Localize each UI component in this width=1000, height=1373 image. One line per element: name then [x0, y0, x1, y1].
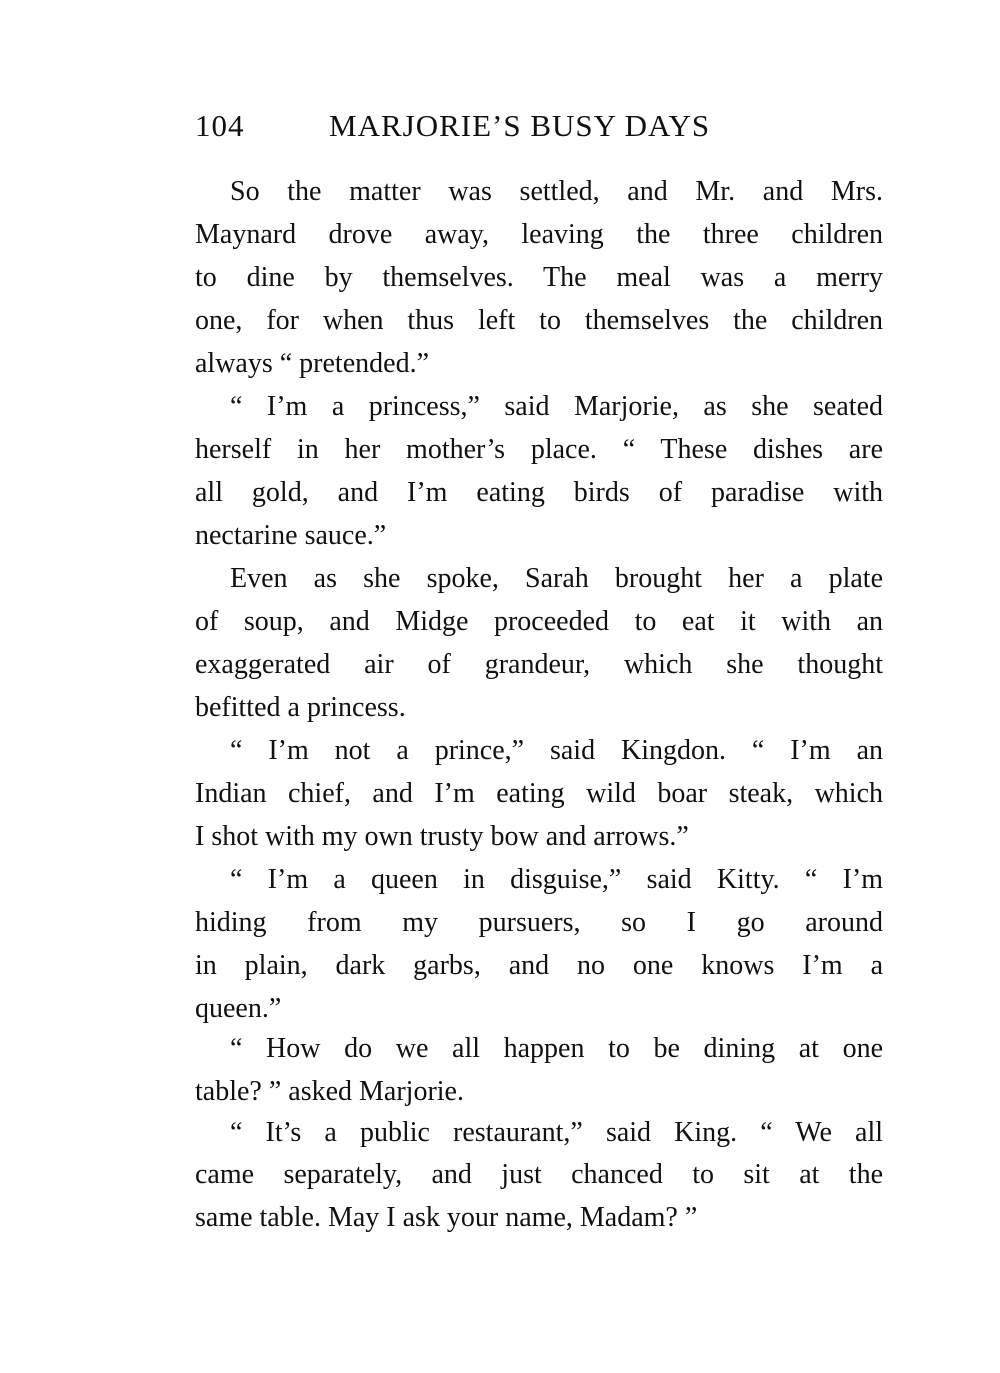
paragraph-4-line-2: Indian chief, and I’m eating wild boar steak, which: [195, 778, 883, 809]
paragraph-5-line-2: hiding from my pursuers, so I go around: [195, 907, 883, 938]
paragraph-1-line-5: always “ pretended.”: [195, 348, 429, 379]
paragraph-2-line-4: nectarine sauce.”: [195, 520, 387, 551]
book-title: MARJORIE’S BUSY DAYS: [329, 108, 711, 143]
paragraph-2-line-1: “ I’m a princess,” said Marjorie, as she seated: [230, 391, 883, 422]
paragraph-1-line-4: one, for when thus left to themselves the children: [195, 305, 883, 336]
paragraph-7-line-2: came separately, and just chanced to sit at the: [195, 1159, 883, 1190]
paragraph-5-line-4: queen.”: [195, 993, 282, 1024]
paragraph-3-line-4: befitted a princess.: [195, 692, 406, 723]
paragraph-3-line-2: of soup, and Midge proceeded to eat it with an: [195, 606, 883, 637]
paragraph-1-line-2: Maynard drove away, leaving the three children: [195, 219, 883, 250]
paragraph-7-line-1: “ It’s a public restaurant,” said King. “ We all: [230, 1117, 883, 1148]
paragraph-3-line-1: Even as she spoke, Sarah brought her a plate: [230, 563, 883, 594]
page-number: 104: [195, 108, 245, 143]
paragraph-2-line-2: herself in her mother’s place. “ These dishes are: [195, 434, 883, 465]
paragraph-1-line-3: to dine by themselves. The meal was a merry: [195, 262, 883, 293]
paragraph-6-line-2: table? ” asked Marjorie.: [195, 1076, 464, 1107]
running-head: [195, 108, 885, 152]
paragraph-2-line-3: all gold, and I’m eating birds of paradise with: [195, 477, 883, 508]
paragraph-5-line-3: in plain, dark garbs, and no one knows I’m a: [195, 950, 883, 981]
paragraph-1-line-1: So the matter was settled, and Mr. and Mrs.: [230, 176, 883, 207]
paragraph-4-line-3: I shot with my own trusty bow and arrows.”: [195, 821, 689, 852]
paragraph-5-line-1: “ I’m a queen in disguise,” said Kitty. “ I’m: [230, 864, 883, 895]
paragraph-7-line-3: same table. May I ask your name, Madam? ”: [195, 1202, 698, 1233]
paragraph-3-line-3: exaggerated air of grandeur, which she thought: [195, 649, 883, 680]
paragraph-4-line-1: “ I’m not a prince,” said Kingdon. “ I’m an: [230, 735, 883, 766]
paragraph-6-line-1: “ How do we all happen to be dining at one: [230, 1033, 883, 1064]
